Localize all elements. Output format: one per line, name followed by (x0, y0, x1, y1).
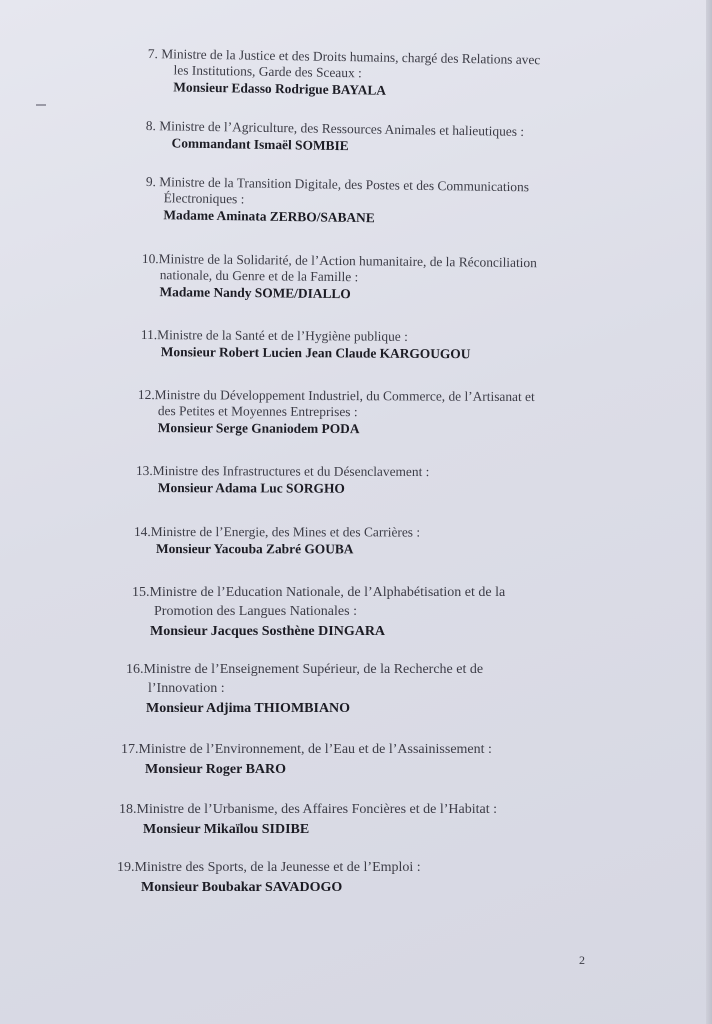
entry-number: 10. (141, 251, 159, 267)
entry-number: 17. (121, 742, 139, 757)
minister-entry-12 (138, 387, 535, 438)
entry-number: 7. (147, 46, 159, 62)
minister-name: Monsieur Robert Lucien Jean Claude KARGOUGOU (160, 344, 471, 362)
entry-title-line: 11.Ministre de la Santé et de l’Hygiène publique : (140, 327, 408, 344)
minister-name: Madame Nandy SOME/DIALLO (159, 284, 351, 302)
entry-number: 19. (117, 860, 135, 875)
minister-name: Commandant Ismaël SOMBIE (171, 135, 349, 154)
minister-name: Monsieur Adjima THIOMBIANO (146, 701, 351, 716)
minister-entry-7 (147, 46, 540, 101)
minister-entry-15 (132, 583, 505, 641)
entry-number: 9. (145, 174, 157, 190)
entry-title-line: 14.Ministre de l’Energie, des Mines et des Carrières : (133, 524, 421, 540)
entry-title-line: les Institutions, Garde des Sceaux : (173, 62, 362, 81)
minister-entry-8 (145, 118, 524, 157)
margin-mark (36, 104, 46, 106)
minister-entry-10 (141, 251, 536, 304)
minister-entry-16 (126, 660, 483, 718)
page-edge-shadow (706, 0, 712, 1024)
entry-title-line: 7. Ministre de la Justice et des Droits humains, chargé des Relations avec (147, 46, 541, 68)
entry-title-line: 10.Ministre de la Solidarité, de l’Action humanitaire, de la Réconciliation (141, 251, 537, 271)
entry-number: 16. (126, 662, 144, 677)
entry-title-line: 8. Ministre de l’Agriculture, des Ressources Animales et halieutiques : (145, 118, 525, 139)
entry-title-line: l’Innovation : (148, 681, 225, 696)
entry-title-line: des Petites et Moyennes Entreprises : (157, 403, 358, 420)
entry-title-line: 17.Ministre de l’Environnement, de l’Eau et de l’Assainissement : (121, 742, 492, 757)
entry-title-line: 15.Ministre de l’Education Nationale, de l’Alphabétisation et de la (132, 585, 506, 600)
minister-entry-9 (145, 174, 529, 228)
entry-number: 12. (137, 387, 155, 403)
entry-title-line: 18.Ministre de l’Urbanisme, des Affaires Foncières et de l’Habitat : (119, 802, 498, 817)
entry-number: 11. (140, 327, 158, 343)
entry-number: 15. (132, 585, 150, 600)
minister-entry-11 (141, 327, 471, 362)
page-number: 2 (579, 953, 585, 967)
minister-entry-14 (134, 524, 420, 557)
minister-name: Monsieur Adama Luc SORGHO (157, 480, 345, 496)
minister-name: Monsieur Mikaïlou SIDIBE (143, 822, 310, 837)
entry-title-line: Promotion des Langues Nationales : (154, 604, 357, 619)
minister-name: Monsieur Boubakar SAVADOGO (141, 880, 343, 895)
entry-number: 13. (135, 463, 153, 479)
minister-name: Monsieur Serge Gnaniodem PODA (157, 420, 360, 437)
entry-title-line: 12.Ministre du Développement Industriel, du Commerce, de l’Artisanat et (137, 387, 535, 405)
entry-title-line: nationale, du Genre et de la Famille : (159, 267, 359, 285)
minister-entry-13 (136, 463, 430, 497)
minister-name: Monsieur Edasso Rodrigue BAYALA (173, 79, 387, 98)
minister-entry-18 (119, 800, 497, 839)
minister-entry-17 (121, 740, 492, 779)
entry-title-line: 16.Ministre de l’Enseignement Supérieur, de la Recherche et de (126, 662, 484, 677)
entry-number: 8. (145, 118, 157, 134)
minister-name: Monsieur Jacques Sosthène DINGARA (150, 624, 386, 639)
minister-name: Monsieur Yacouba Zabré GOUBA (155, 541, 354, 557)
minister-entry-19 (117, 858, 421, 897)
minister-name: Madame Aminata ZERBO/SABANE (163, 207, 375, 226)
minister-name: Monsieur Roger BARO (145, 762, 287, 777)
entry-title-line: Électroniques : (163, 190, 245, 207)
entry-title-line: 9. Ministre de la Transition Digitale, des Postes et des Communications (145, 174, 530, 195)
entry-number: 18. (119, 802, 137, 817)
entry-number: 14. (133, 524, 151, 540)
entry-title-line: 13.Ministre des Infrastructures et du Désenclavement : (135, 463, 430, 480)
entry-title-line: 19.Ministre des Sports, de la Jeunesse et de l’Emploi : (117, 860, 421, 875)
